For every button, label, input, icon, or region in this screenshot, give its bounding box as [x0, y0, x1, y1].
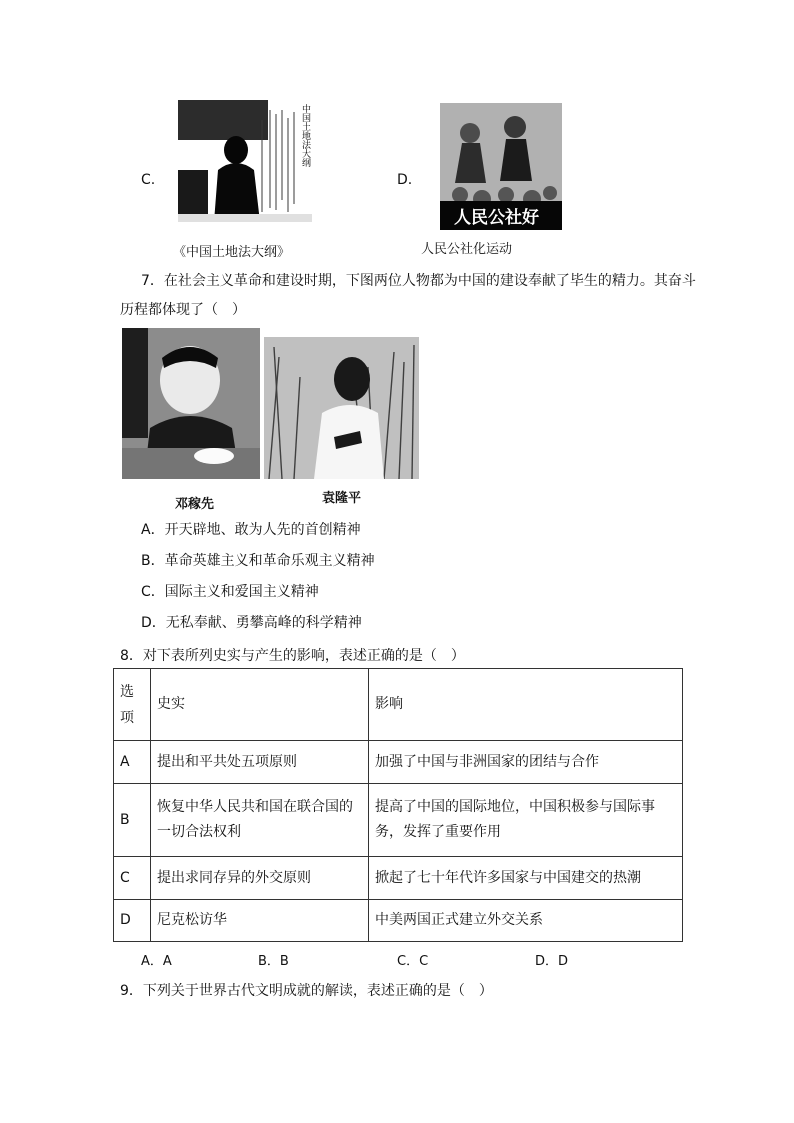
deng-jiaxian-photo [122, 328, 260, 479]
row-b-option: B [114, 784, 151, 857]
q7-option-a: A．开天辟地、敢为人先的首创精神 [141, 522, 361, 538]
land-law-image-text: 中国土地法大纲 [300, 104, 310, 167]
q8-answer-d: D．D [535, 954, 569, 969]
row-a-effect: 加强了中国与非洲国家的团结与合作 [369, 741, 683, 784]
land-law-illustration [178, 100, 312, 222]
row-d-option: D [114, 900, 151, 942]
commune-image [440, 103, 562, 230]
q8-table [113, 668, 683, 942]
q7-stem-line1: 7．在社会主义革命和建设时期，下图两位人物都为中国的建设奉献了毕生的精力。其奋斗 [141, 273, 696, 289]
q7-stem-line2: 历程都体现了（ ） [120, 302, 246, 318]
deng-jiaxian-illustration [122, 328, 260, 479]
header-effect: 影响 [369, 669, 683, 741]
yuan-longping-illustration [264, 337, 419, 479]
land-law-image [178, 100, 312, 222]
row-b-fact: 恢复中华人民共和国在联合国的一切合法权利 [151, 784, 369, 857]
row-c-fact: 提出求同存异的外交原则 [151, 857, 369, 900]
table-row [114, 857, 683, 900]
table-row [114, 784, 683, 857]
q8-answer-b: B．B [258, 954, 289, 969]
q7-option-d: D．无私奉献、勇攀高峰的科学精神 [141, 615, 362, 631]
row-a-option: A [114, 741, 151, 784]
header-option: 选项 [114, 669, 151, 741]
person1-name: 邓稼先 [175, 497, 215, 512]
option-c-caption: 《中国土地法大纲》 [173, 245, 291, 260]
person2-name: 袁隆平 [322, 491, 362, 506]
row-b-effect: 提高了中国的国际地位，中国积极参与国际事务，发挥了重要作用 [369, 784, 683, 857]
table-header-row [114, 669, 683, 741]
commune-image-text: 人民公社好 [454, 208, 539, 228]
q7-option-b: B．革命英雄主义和革命乐观主义精神 [141, 553, 375, 569]
header-fact: 史实 [151, 669, 369, 741]
option-d-letter: D. [397, 172, 413, 188]
option-c-letter: C. [141, 172, 156, 188]
q9-stem: 9．下列关于世界古代文明成就的解读，表述正确的是（ ） [120, 983, 493, 999]
row-d-fact: 尼克松访华 [151, 900, 369, 942]
table-row [114, 741, 683, 784]
q8-stem: 8．对下表所列史实与产生的影响，表述正确的是（ ） [120, 648, 465, 664]
row-c-effect: 掀起了七十年代许多国家与中国建交的热潮 [369, 857, 683, 900]
option-d-caption: 人民公社化运动 [421, 242, 513, 257]
row-d-effect: 中美两国正式建立外交关系 [369, 900, 683, 942]
row-c-option: C [114, 857, 151, 900]
q8-answer-a: A．A [141, 954, 172, 969]
row-a-fact: 提出和平共处五项原则 [151, 741, 369, 784]
q7-option-c: C．国际主义和爱国主义精神 [141, 584, 319, 600]
table-row [114, 900, 683, 942]
yuan-longping-photo [264, 337, 419, 479]
q8-answer-c: C．C [397, 954, 429, 969]
